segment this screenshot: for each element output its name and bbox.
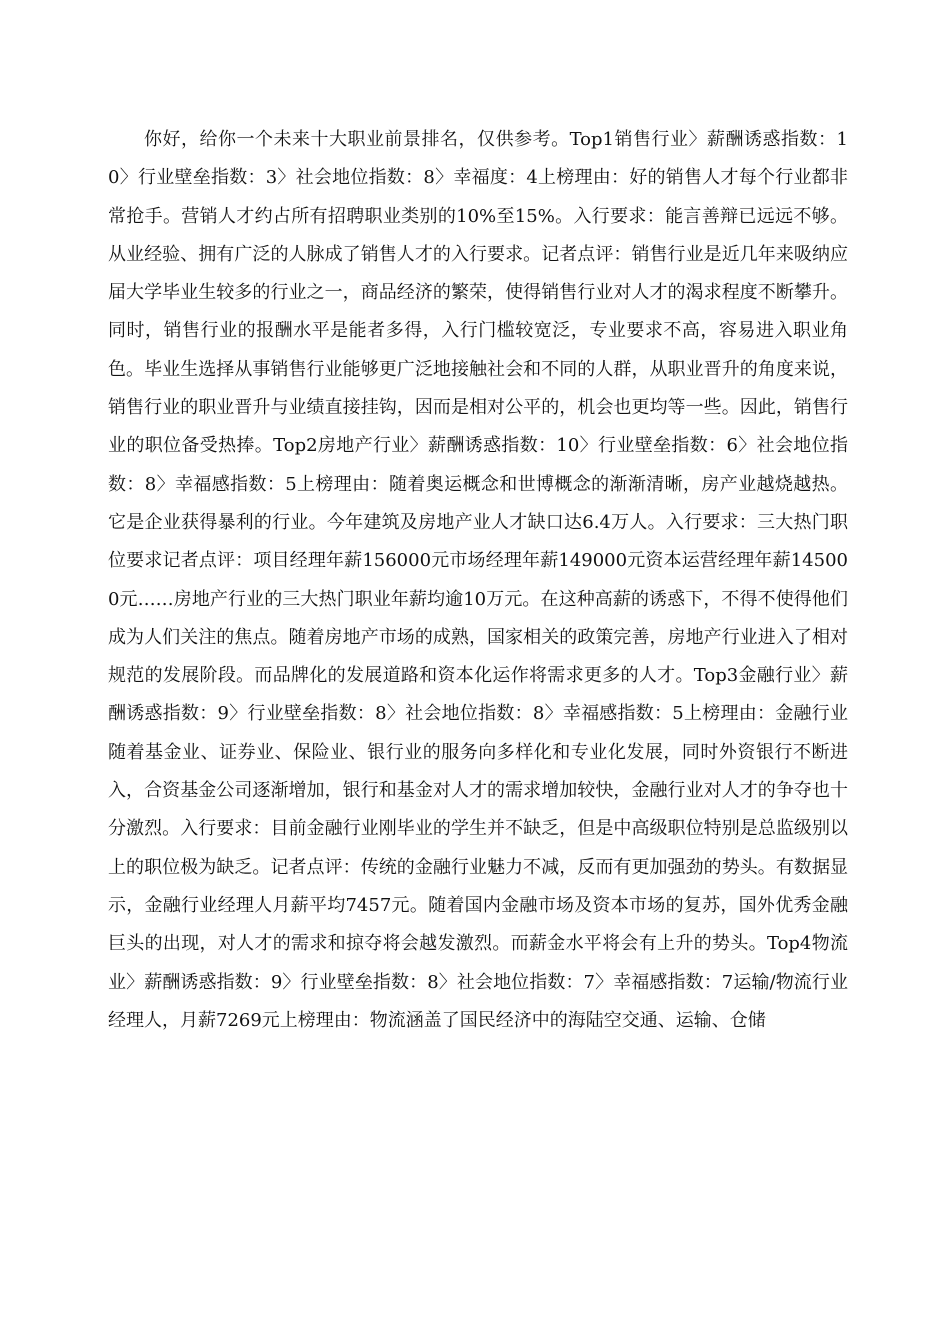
body-paragraph: 你好，给你一个未来十大职业前景排名，仅供参考。Top1销售行业〉薪酬诱惑指数：10〉行业壁垒指数：3〉社会地位指数：8〉幸福度：4上榜理由：好的销售人才每个行业都非常抢手。营销人才约占所有招聘职业类别的10%至15%。入行要求：能言善辩已远远不够。从业经验、拥有广泛的人脉成了销售人才的入行要求。记者点评：销售行业是近几年来吸纳应届大学毕业生较多的行业之一，商品经济的繁荣，使得销售行业对人才的渴求程度不断攀升。同时，销售行业的报酬水平是能者多得，入行门槛较宽泛，专业要求不高，容易进入职业角色。毕业生选择从事销售行业能够更广泛地接触社会和不同的人群，从职业晋升的角度来说，销售行业的职业晋升与业绩直接挂钩，因而是相对公平的，机会也更均等一些。因此，销售行业的职位备受热捧。Top2房地产行业〉薪酬诱惑指数：10〉行业壁垒指数：6〉社会地位指数：8〉幸福感指数：5上榜理由：随着奥运概念和世博概念的渐渐清晰，房产业越烧越热。它是企业获得暴利的行业。今年建筑及房地产业人才缺口达6.4万人。入行要求：三大热门职位要求记者点评：项目经理年薪156000元市场经理年薪149000元资本运营经理年薪145000元……房地产行业的三大热门职业年薪均逾10万元。在这种高薪的诱惑下，不得不使得他们成为人们关注的焦点。随着房地产市场的成熟，国家相关的政策完善，房地产行业进入了相对规范的发展阶段。而品牌化的发展道路和资本化运作将需求更多的人才。Top3金融行业〉薪酬诱惑指数：9〉行业壁垒指数：8〉社会地位指数：8〉幸福感指数：5上榜理由：金融行业随着基金业、证券业、保险业、银行业的服务向多样化和专业化发展，同时外资银行不断进入，合资基金公司逐渐增加，银行和基金对人才的需求增加较快，金融行业对人才的争夺也十分激烈。入行要求：目前金融行业刚毕业的学生并不缺乏，但是中高级职位特别是总监级别以上的职位极为缺乏。记者点评：传统的金融行业魅力不减，反而有更加强劲的势头。有数据显示，金融行业经理人月薪平均7457元。随着国内金融市场及资本市场的复苏，国外优秀金融巨头的出现，对人才的需求和掠夺将会越发激烈。而薪金水平将会有上升的势头。Top4物流业〉薪酬诱惑指数：9〉行业壁垒指数：8〉社会地位指数：7〉幸福感指数：7运输/物流行业经理人，月薪7269元上榜理由：物流涵盖了国民经济中的海陆空交通、运输、仓储: [108, 129, 848, 1031]
